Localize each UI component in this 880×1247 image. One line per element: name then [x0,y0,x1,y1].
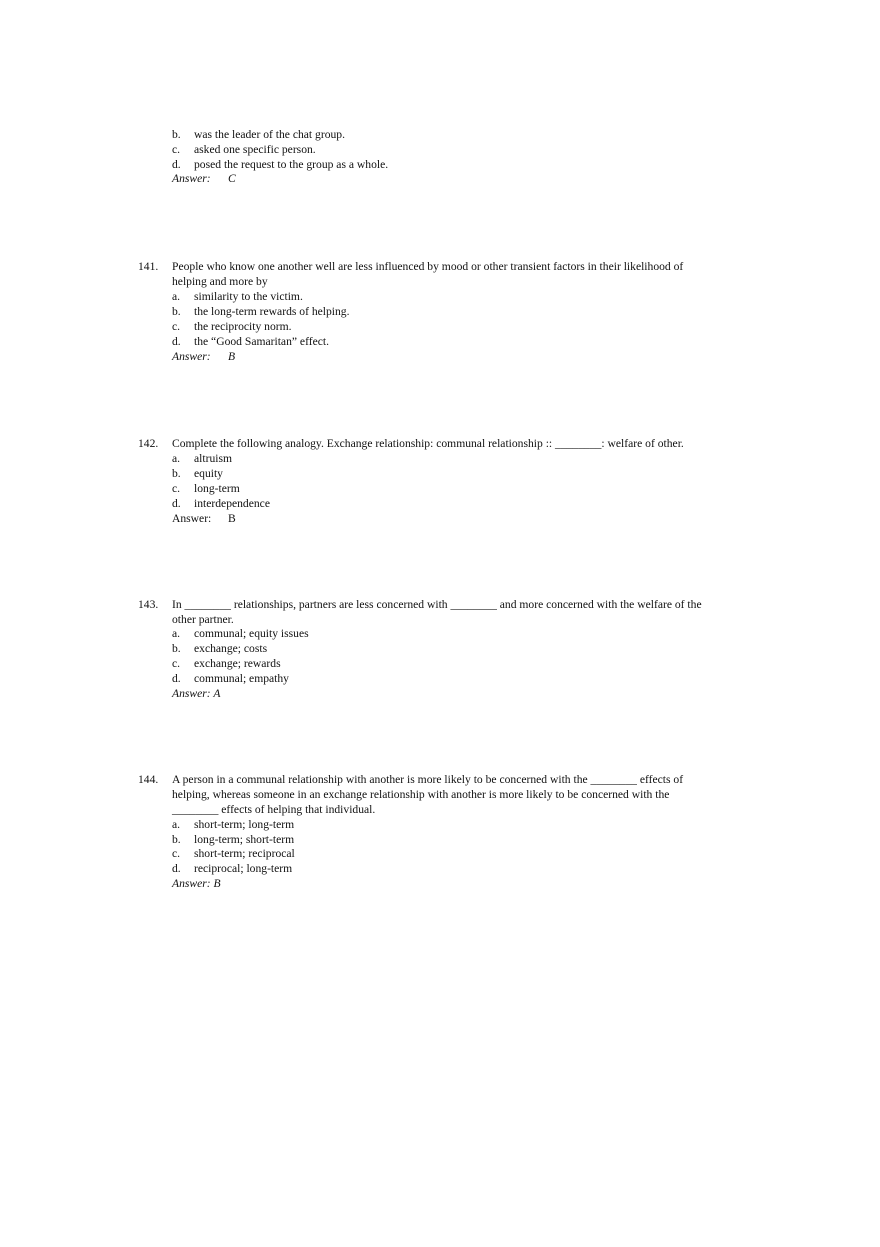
option-text: long-term [194,482,240,495]
answer-value: B [228,350,236,363]
option-letter: a. [172,290,181,303]
option-text: exchange; costs [194,642,268,655]
question-text: other partner. [172,613,234,626]
option-text: exchange; rewards [194,657,281,670]
option-text: communal; equity issues [194,627,309,640]
option-text: the long-term rewards of helping. [194,305,350,318]
option-letter: b. [172,128,181,141]
option-letter: b. [172,833,181,846]
question-number: 142. [138,437,159,450]
question-text: helping, whereas someone in an exchange relationship with another is more likely to be concerned with the [172,788,670,801]
option-letter: c. [172,143,181,156]
option-text: long-term; short-term [194,833,295,846]
option-letter: c. [172,657,181,670]
option-letter: d. [172,672,181,685]
question-text: In ________ relationships, partners are less concerned with ________ and more concerned with the welfare of the [172,598,702,611]
option-letter: a. [172,627,181,640]
option-text: similarity to the victim. [194,290,303,303]
answer-text: Answer: B [172,877,221,890]
answer-value: C [228,172,236,185]
answer-label: Answer: [172,172,211,185]
question-text: helping and more by [172,275,268,288]
question-text: People who know one another well are less influenced by mood or other transient factors in their likelihood of [172,260,684,273]
option-letter: b. [172,467,181,480]
option-text: short-term; reciprocal [194,847,295,860]
option-text: interdependence [194,497,270,510]
question-number: 144. [138,773,159,786]
option-text: reciprocal; long-term [194,862,293,875]
option-text: altruism [194,452,232,465]
option-letter: c. [172,320,181,333]
option-text: asked one specific person. [194,143,316,156]
question-text: ________ effects of helping that individual. [172,803,376,816]
question-text: Complete the following analogy. Exchange relationship: communal relationship :: ________: welfare of other. [172,437,684,450]
option-text: equity [194,467,223,480]
question-number: 143. [138,598,159,611]
option-letter: b. [172,642,181,655]
option-letter: d. [172,158,181,171]
option-text: short-term; long-term [194,818,295,831]
answer-label: Answer: [172,350,211,363]
option-letter: c. [172,847,181,860]
option-letter: c. [172,482,181,495]
question-number: 141. [138,260,159,273]
answer-value: B [228,512,236,525]
option-letter: b. [172,305,181,318]
option-letter: a. [172,818,181,831]
answer-label: Answer: [172,512,212,525]
option-letter: d. [172,862,181,875]
option-text: communal; empathy [194,672,289,685]
question-text: A person in a communal relationship with another is more likely to be concerned with the ________ effects of [172,773,684,786]
option-text: was the leader of the chat group. [194,128,345,141]
option-text: the reciprocity norm. [194,320,292,333]
answer-text: Answer: A [172,687,221,700]
option-text: the “Good Samaritan” effect. [194,335,329,348]
option-text: posed the request to the group as a whole. [194,158,389,171]
option-letter: a. [172,452,181,465]
option-letter: d. [172,497,181,510]
option-letter: d. [172,335,181,348]
